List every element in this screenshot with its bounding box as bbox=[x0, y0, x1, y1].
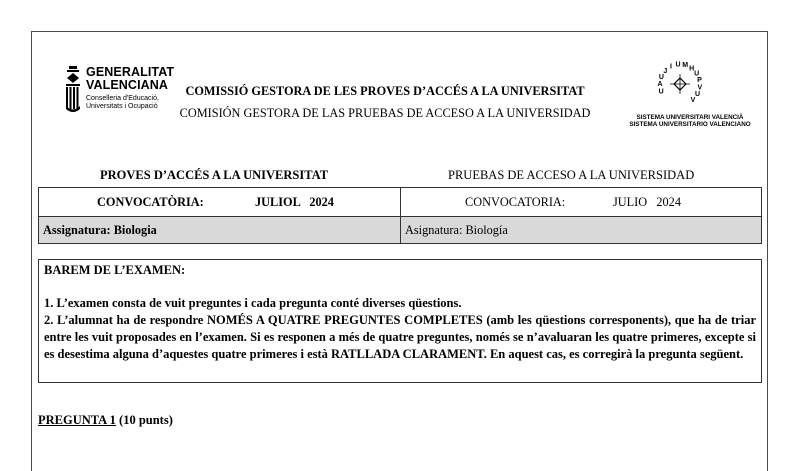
suv-ring-letter: U bbox=[658, 88, 664, 96]
generalitat-emblem-icon bbox=[64, 66, 82, 112]
suv-ring-letter: V bbox=[690, 96, 696, 104]
suv-ring-letter: U bbox=[675, 61, 681, 69]
conselleria-line2: Universitats i Ocupació bbox=[86, 103, 158, 110]
suv-ring-letter: U bbox=[694, 91, 701, 99]
header-title-ca: COMISSIÓ GESTORA DE LES PROVES D’ACCÉS A LA UNIVERSITAT bbox=[185, 84, 585, 98]
suv-ring-letter: V bbox=[697, 84, 703, 92]
suv-ring-letter: M bbox=[682, 62, 689, 70]
conselleria-line1: Conselleria d'Educació, bbox=[86, 95, 159, 102]
convocatoria-value-es: JULIO 2024 bbox=[613, 195, 681, 209]
convocatoria-table bbox=[38, 187, 762, 244]
suv-ring-letter: I bbox=[670, 63, 672, 71]
barem-box bbox=[38, 259, 762, 383]
subject-es: Asignatura: Biología bbox=[405, 223, 508, 237]
suv-emblem-icon bbox=[640, 60, 720, 110]
suv-logo bbox=[640, 60, 720, 115]
question-1-points: (10 punts) bbox=[119, 413, 173, 427]
generalitat-name-line2: VALENCIANA bbox=[86, 78, 169, 92]
question-1-label: PREGUNTA 1 bbox=[38, 413, 116, 427]
suv-ring-letter: J bbox=[663, 68, 668, 75]
barem-title: BAREM DE L’EXAMEN: bbox=[44, 263, 186, 277]
barem-rules bbox=[44, 295, 756, 363]
subject-ca: Assignatura: Biologia bbox=[43, 223, 157, 237]
generalitat-name-line1: GENERALITAT bbox=[86, 65, 175, 79]
suv-ring-letter: U bbox=[694, 70, 700, 78]
barem-rule-1: 1. L’examen consta de vuit preguntes i cada pregunta conté diverses qüestions. bbox=[44, 296, 462, 310]
header-title-es: COMISIÓN GESTORA DE LAS PRUEBAS DE ACCESO A LA UNIVERSIDAD bbox=[179, 106, 591, 120]
suv-ring-letter: P bbox=[697, 77, 702, 85]
convocatoria-value-ca: JULIOL 2024 bbox=[255, 195, 334, 209]
convocatoria-label-ca: CONVOCATÒRIA: bbox=[97, 195, 204, 209]
suv-ring-letter: U bbox=[658, 74, 664, 82]
suv-line2: SISTEMA UNIVERSITARIO VALENCIANO bbox=[629, 121, 751, 128]
convocatoria-label-es: CONVOCATORIA: bbox=[465, 195, 566, 209]
section-title-es: PRUEBAS DE ACCESO A LA UNIVERSIDAD bbox=[448, 168, 695, 182]
suv-ring-letter: H bbox=[689, 65, 695, 73]
table-divider bbox=[400, 188, 401, 243]
section-title-ca: PROVES D’ACCÉS A LA UNIVERSITAT bbox=[100, 168, 329, 182]
question-1-heading bbox=[38, 413, 173, 428]
suv-line1: SISTEMA UNIVERSITARI VALENCIÀ bbox=[636, 114, 744, 121]
suv-ring-letter: A bbox=[657, 81, 663, 89]
barem-rule-2: 2. L’alumnat ha de respondre NOMÉS A QUATRE PREGUNTES COMPLETES (amb les qüestions corresponents), que ha de triar entre les vuit proposades en l’examen. Si es responen a més de quatre preguntes, només se n’avaluaran les quatre primeres, excepte si es desestima alguna d’aquestes quatre primeres i està RATLLADA CLARAMENT. En aquest cas, es corregirà la pregunta següent. bbox=[44, 313, 756, 361]
